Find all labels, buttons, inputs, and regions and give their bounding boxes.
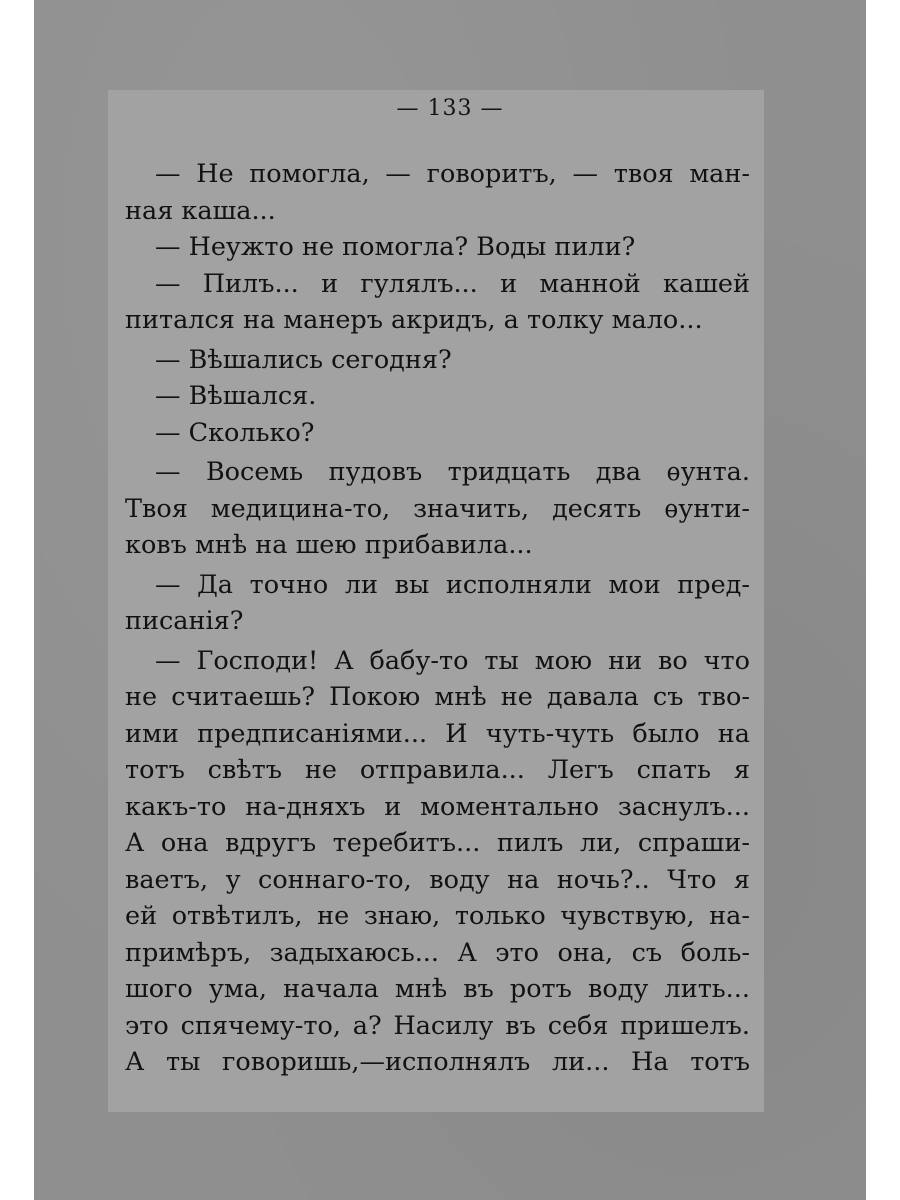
paragraph (125, 156, 750, 229)
text-line: питался на манеръ акридъ, а толку мало... (125, 305, 703, 335)
paragraph (125, 567, 750, 640)
text-line: — Господи! А бабу-то ты мою ни во что (155, 645, 750, 676)
text-line: ковъ мнѣ на шею прибавила... (125, 530, 533, 560)
paragraph (125, 643, 750, 1081)
paragraph (125, 454, 750, 564)
text-line: А ты говоришь,—исполнялъ ли... На тотъ (125, 1047, 750, 1077)
body-text (125, 156, 750, 1081)
text-line: Твоя медицина-то, значить, десять ѳунти- (125, 493, 750, 524)
text-line: — Да точно ли вы исполняли мои пред- (155, 569, 750, 600)
text-line: — Пилъ... и гулялъ... и манной кашей (155, 268, 750, 299)
text-line: ная каша... (125, 195, 276, 226)
paragraph (125, 266, 750, 339)
text-line: ими предписаніями... И чуть-чуть было на (125, 718, 750, 749)
text-line: — Вѣшался. (155, 381, 317, 411)
paragraph (125, 415, 750, 452)
text-line: — Не помогла, — говоритъ, — твоя ман- (155, 159, 750, 189)
page-number: — 133 — (396, 96, 504, 121)
text-line: — Восемь пудовъ тридцать два ѳунта. (155, 457, 750, 487)
text-line: примѣръ, задыхаюсь... А это она, съ боль- (125, 937, 750, 968)
text-line: ей отвѣтилъ, не знаю, только чувствую, на- (125, 901, 750, 931)
text-line: — Сколько? (155, 417, 315, 448)
paragraph (125, 378, 750, 415)
text-line: это спячему-то, а? Насилу въ себя пришелъ. (125, 1010, 750, 1041)
text-line: не считаешь? Покою мнѣ не давала съ тво- (125, 682, 750, 712)
text-line: писанія? (125, 606, 244, 636)
text-line: тотъ свѣтъ не отправила... Легъ спать я (125, 755, 750, 785)
text-line: шого ума, начала мнѣ въ ротъ воду лить... (125, 974, 750, 1004)
text-line: ваетъ, у соннаго-то, воду на ночь?.. Что я (125, 864, 750, 895)
text-line: А она вдругъ теребитъ... пилъ ли, спраши- (125, 828, 750, 858)
paragraph (125, 229, 750, 266)
text-line: какъ-то на-дняхъ и моментально заснулъ... (125, 791, 750, 822)
text-line: — Неужто не помогла? Воды пили? (155, 232, 636, 262)
paragraph (125, 342, 750, 379)
text-line: — Вѣшались сегодня? (155, 344, 452, 375)
